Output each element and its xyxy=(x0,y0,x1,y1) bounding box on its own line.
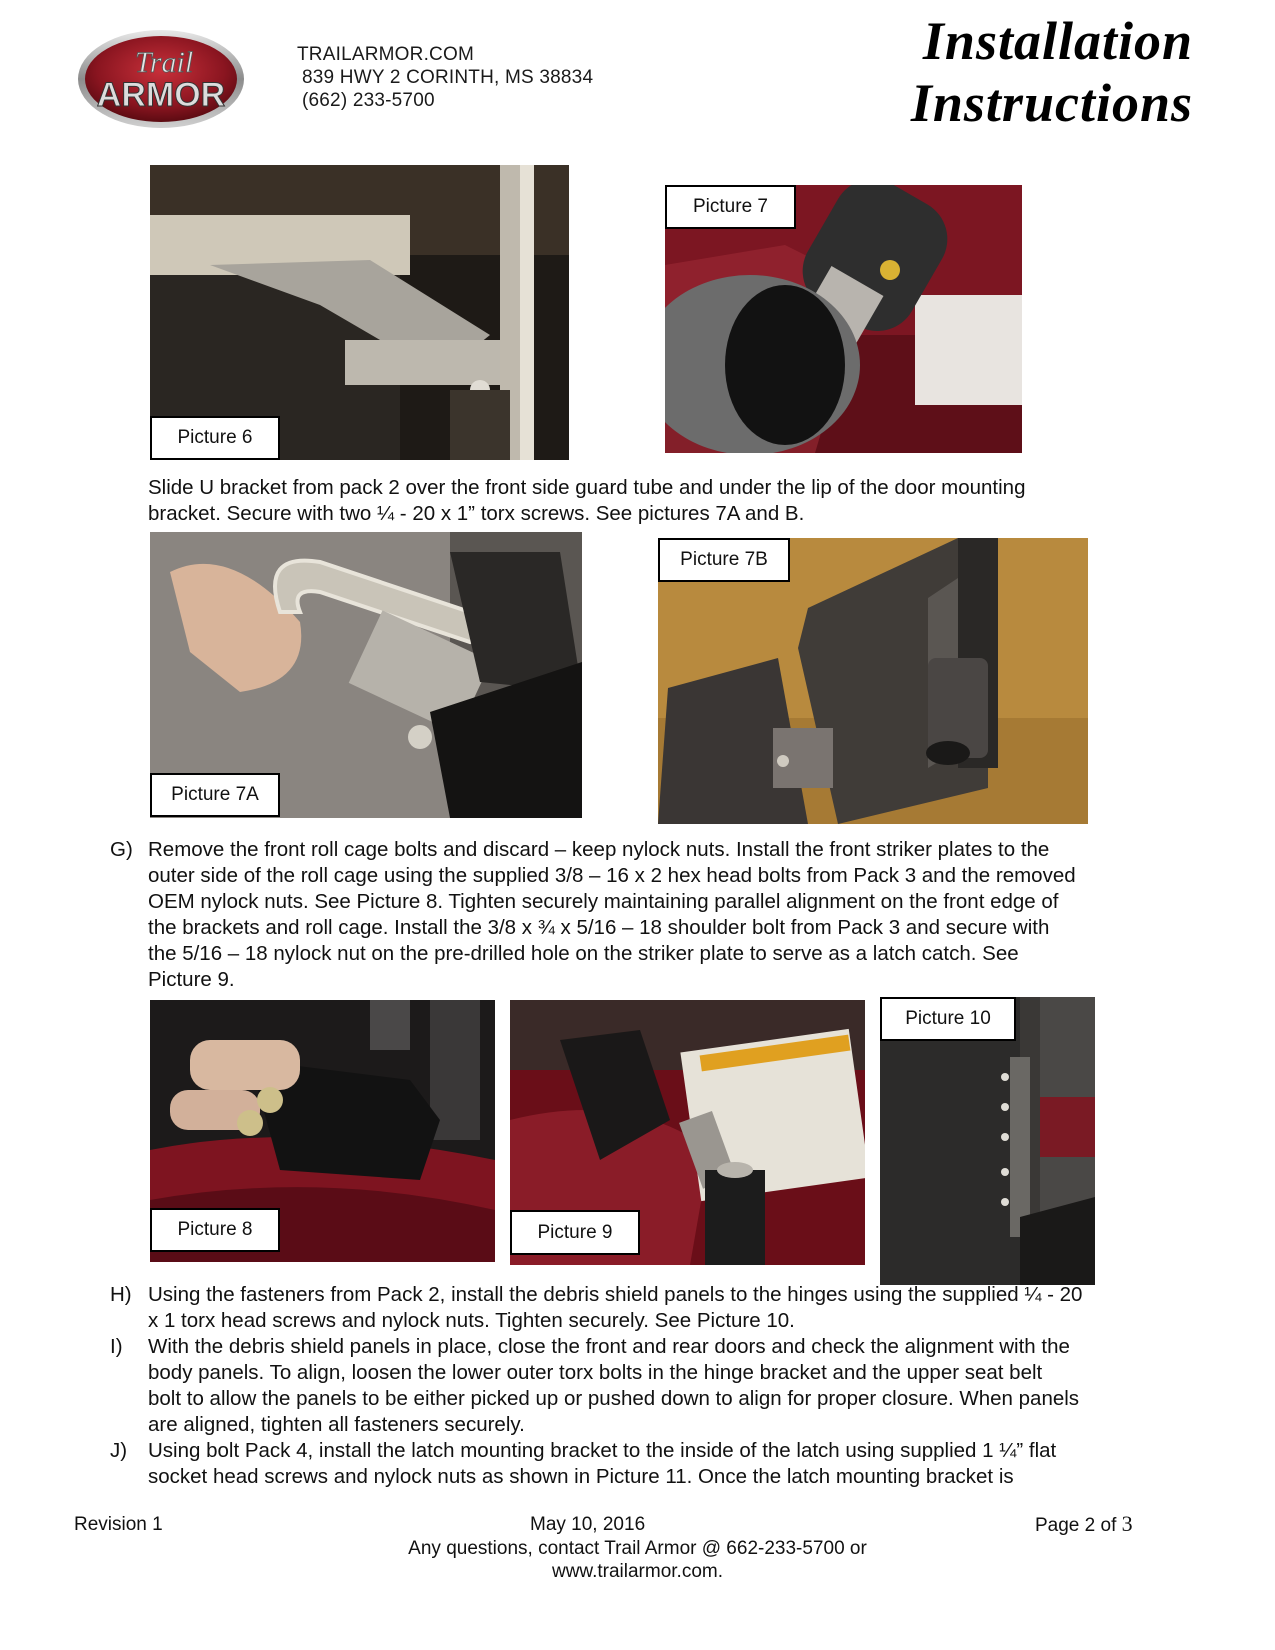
page-prefix: Page 2 of xyxy=(1035,1515,1122,1536)
text-line: Remove the front roll cage bolts and discard – keep nylock nuts. Install the front striker plates to the xyxy=(148,838,1050,861)
text-line: bolt to allow the panels to be either picked up or pushed down to align for proper closure. When panels xyxy=(148,1387,1080,1410)
svg-text:Trail: Trail xyxy=(134,46,194,79)
company-website: TRAILARMOR.COM xyxy=(297,44,474,65)
text-line: Slide U bracket from pack 2 over the front side guard tube and under the lip of the door mounting xyxy=(148,476,1026,499)
u-bracket-instruction xyxy=(148,475,1148,527)
company-phone: (662) 233-5700 xyxy=(302,90,435,111)
text-line: are aligned, tighten all fasteners securely. xyxy=(148,1413,525,1436)
caption-picture-7a: Picture 7A xyxy=(150,773,280,817)
text-line: the 5/16 – 18 nylock nut on the pre-drilled hole on the striker plate to serve as a latch catch. See xyxy=(148,942,1019,965)
step-h-letter: H) xyxy=(110,1283,132,1306)
step-h-text xyxy=(148,1282,1178,1334)
footer-questions: Any questions, contact Trail Armor @ 662-233-5700 or xyxy=(408,1538,867,1559)
step-j-text xyxy=(148,1438,1178,1490)
trail-armor-logo xyxy=(76,28,246,130)
text-line: bracket. Secure with two ¼ - 20 x 1” torx screws. See pictures 7A and B. xyxy=(148,502,805,525)
text-line: x 1 torx head screws and nylock nuts. Tighten securely. See Picture 10. xyxy=(148,1309,795,1332)
text-line: socket head screws and nylock nuts as shown in Picture 11. Once the latch mounting bracket is xyxy=(148,1465,1014,1488)
footer-website-link[interactable]: www.trailarmor.com. xyxy=(551,1561,724,1582)
text-line: body panels. To align, loosen the lower outer torx bolts in the hinge bracket and the upper seat belt xyxy=(148,1361,1043,1384)
text-line: Using bolt Pack 4, install the latch mounting bracket to the inside of the latch using supplied 1 ¼” flat xyxy=(148,1439,1057,1462)
step-g-text xyxy=(148,837,1158,993)
step-i-letter: I) xyxy=(110,1335,123,1358)
step-j-letter: J) xyxy=(110,1439,128,1462)
text-line: Picture 9. xyxy=(148,968,235,991)
caption-picture-8: Picture 8 xyxy=(150,1208,280,1252)
caption-picture-6: Picture 6 xyxy=(150,416,280,460)
text-line: Using the fasteners from Pack 2, install the debris shield panels to the hinges using the supplied ¼ - 20 xyxy=(148,1283,1083,1306)
footer-date: May 10, 2016 xyxy=(530,1514,646,1535)
footer-revision: Revision 1 xyxy=(74,1514,163,1535)
caption-picture-9: Picture 9 xyxy=(510,1210,640,1255)
text-line: the brackets and roll cage. Install the 3/8 x ¾ x 5/16 – 18 shoulder bolt from Pack 3 and secure with xyxy=(148,916,1050,939)
step-i-text xyxy=(148,1334,1178,1438)
page-total: 3 xyxy=(1121,1511,1133,1536)
text-line: outer side of the roll cage using the supplied 3/8 – 16 x 2 hex head bolts from Pack 3 and the removed xyxy=(148,864,1076,887)
title-line-2: Instructions xyxy=(910,73,1193,133)
title-line-1: Installation xyxy=(922,11,1193,71)
company-address: 839 HWY 2 CORINTH, MS 38834 xyxy=(302,67,594,88)
svg-text:ARMOR: ARMOR xyxy=(96,76,226,114)
caption-picture-7: Picture 7 xyxy=(665,185,796,229)
step-g-letter: G) xyxy=(110,838,133,861)
footer-page-number xyxy=(1035,1511,1133,1537)
text-line: OEM nylock nuts. See Picture 8. Tighten securely maintaining parallel alignment on the front edge of xyxy=(148,890,1059,913)
text-line: With the debris shield panels in place, close the front and rear doors and check the alignment with the xyxy=(148,1335,1070,1358)
caption-picture-7b: Picture 7B xyxy=(658,538,790,582)
caption-picture-10: Picture 10 xyxy=(880,997,1016,1041)
